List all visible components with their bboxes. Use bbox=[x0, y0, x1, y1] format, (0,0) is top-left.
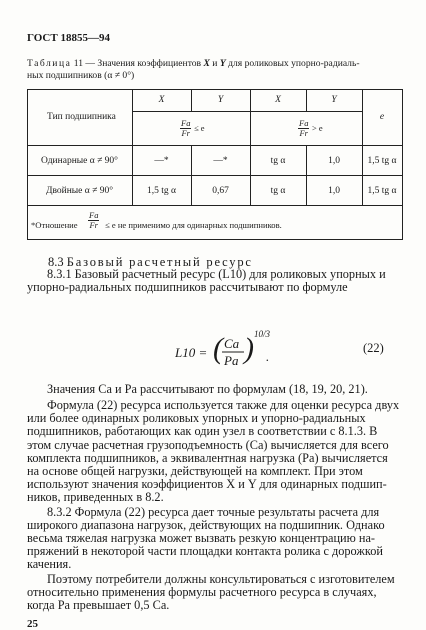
page-number: 25 bbox=[27, 618, 38, 630]
table-border-right bbox=[402, 89, 403, 239]
paragraph-8-3-1: 8.3.1 Базовый расчетный ресурс (L10) для роликовых упорных и упорно-радиальных подшипников рассчитывают по формуле bbox=[27, 267, 386, 295]
caption-text-2: для роликовых упорно-радиаль- bbox=[225, 58, 360, 69]
col-y2-header: Y bbox=[331, 95, 337, 105]
row2-type: Двойные α ≠ 90° bbox=[45, 186, 114, 196]
row2-e: 1,5 tg α bbox=[367, 186, 397, 196]
row1-type: Одинарные α ≠ 90° bbox=[40, 156, 118, 166]
caption-and: и bbox=[209, 58, 220, 69]
col-y1-header: Y bbox=[217, 95, 224, 105]
table-caption bbox=[27, 58, 402, 82]
row2-y1: 0,67 bbox=[212, 186, 229, 196]
row1-x2: tg α bbox=[270, 156, 286, 166]
formula-lhs: L10 = bbox=[175, 345, 208, 360]
row2-x1: 1,5 tg α bbox=[147, 186, 176, 196]
row1-y1: —* bbox=[213, 156, 228, 166]
caption-label: Таблица bbox=[27, 58, 72, 69]
standard-header: ГОСТ 18855—94 bbox=[27, 32, 110, 44]
caption-text-1: — Значения коэффициентов bbox=[83, 58, 204, 69]
formula-numerator: Ca bbox=[224, 336, 240, 351]
section-number: 8.3 bbox=[48, 255, 64, 269]
formula-exponent: 10/3 bbox=[254, 329, 271, 339]
col-type-header: Тип подшипника bbox=[47, 112, 116, 122]
formula-paren-right: ) bbox=[244, 332, 254, 365]
section-title: Базовый расчетный ресурс bbox=[66, 255, 253, 269]
formula-denominator: Pa bbox=[224, 353, 239, 368]
table-row1-bottom bbox=[27, 175, 403, 176]
paragraph-values: Значения Ca и Pa рассчитывают по формулам (18, 19, 20, 21). bbox=[47, 382, 368, 396]
paragraph-consult-line: Поэтому потребители должны консультироваться с изготовителем bbox=[47, 571, 395, 586]
col-x2-header: X bbox=[275, 95, 281, 105]
formula-dot: . bbox=[266, 349, 270, 364]
condition-le-e: Fa Fr ≤ e bbox=[181, 118, 205, 138]
row2-x2: tg α bbox=[270, 186, 286, 196]
row1-x1: —* bbox=[154, 156, 169, 166]
coefficients-table bbox=[27, 89, 403, 240]
footnote-fraction: $\frac{Fa}{Fr}$ bbox=[89, 210, 99, 230]
table-border-bottom bbox=[27, 239, 403, 240]
formula-22 bbox=[175, 326, 285, 378]
col-x1-header: X bbox=[158, 95, 165, 105]
col-e-header: e bbox=[379, 112, 385, 122]
caption-line2: ных подшипников (α ≠ 0°) bbox=[27, 70, 135, 81]
caption-y: Y bbox=[219, 58, 226, 69]
paragraph-consult bbox=[27, 573, 403, 613]
paragraph-consult-line: относительно применения формулы расчетного ресурса в случаях, bbox=[27, 584, 377, 599]
table-row2-bottom bbox=[27, 205, 403, 206]
table-footnote-post: ≤ e не применимо для одинарных подшипников. bbox=[105, 220, 282, 230]
row2-y2: 1,0 bbox=[328, 186, 340, 196]
table-header-split bbox=[132, 111, 362, 112]
row1-y2: 1,0 bbox=[328, 156, 340, 166]
formula-number: (22) bbox=[363, 341, 384, 355]
paragraph-formula-22-usage: Формула (22) ресурса используется также для оценки ресурса двух или более одинарных роликовых упорных и упорно-радиальных подшипников, работающих как один узел в соответствии с 8.1.3. В этом случае расчетная грузоподъемность (Ca) вычисляется для всего комплекта подшипников, а эквивалентная нагрузка (Pa) вычисляется на основе общей нагрузки, действующей на комплект. При этом используют значения коэффициентов X и Y для одинарных подшип- ников, приведенных в 8.2. bbox=[27, 398, 400, 505]
paragraph-8-3-2: 8.3.2 Формула (22) ресурса дает точные результаты расчета для широкого диапазона нагрузок, действующих на подшипник. Однако весьма тяжелая нагрузка может вызвать резкую концентрацию на- пряжений в некоторой части площадки контакта ролика с дорожкой качения. bbox=[27, 504, 385, 572]
condition-gt-e: Fa Fr > e bbox=[299, 118, 323, 138]
table-header-bottom bbox=[27, 145, 403, 146]
table-footnote-pre: *Отношение bbox=[31, 220, 78, 230]
caption-x: X bbox=[203, 58, 210, 69]
table-border-top bbox=[27, 89, 403, 90]
row1-e: 1,5 tg α bbox=[367, 156, 397, 166]
paragraph-consult-line: когда Pa превышает 0,5 Ca. bbox=[27, 598, 170, 612]
caption-number: 11 bbox=[73, 58, 83, 69]
formula-graphic bbox=[175, 326, 285, 374]
formula-paren-left: ( bbox=[213, 332, 223, 365]
